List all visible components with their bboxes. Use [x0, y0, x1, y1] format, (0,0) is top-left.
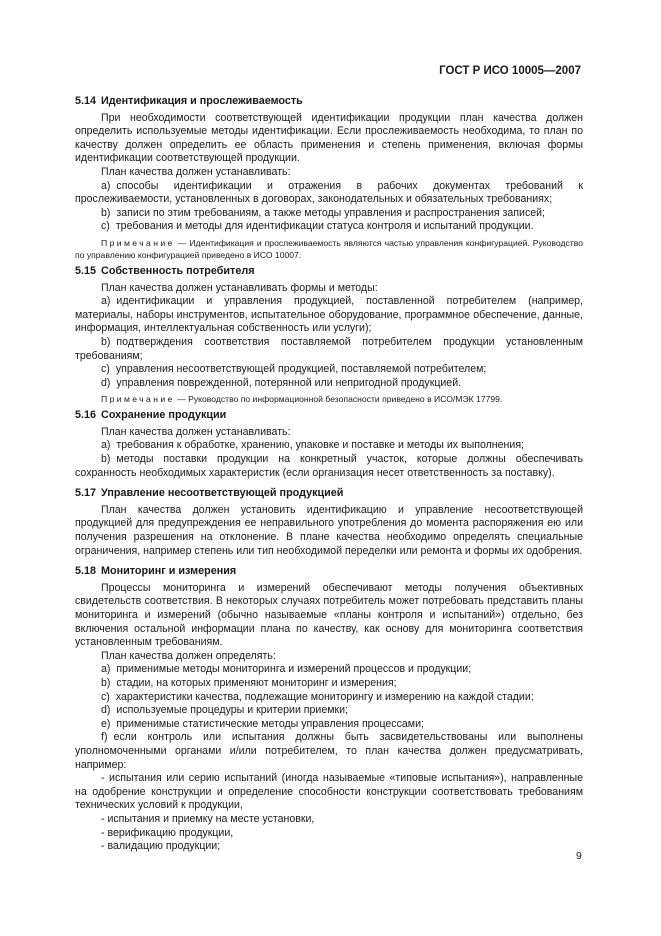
- list-marker: c): [101, 363, 110, 376]
- section-heading-5-14: [75, 95, 583, 109]
- list-marker: b): [101, 206, 111, 219]
- list-marker: e): [101, 717, 111, 730]
- section-number: 5.18: [75, 565, 97, 578]
- section-title: Собственность потребителя: [101, 264, 255, 277]
- note-label: Примечание: [101, 394, 175, 405]
- paragraph: План качества должен устанавливать:: [101, 165, 291, 178]
- paragraph: Процессы мониторинга и измерений обеспечивают методы получения объективных свидетельств соответствия. В некоторых случаях потребитель может потребовать представить планы мониторинга и измерений (обычно называемые «планы контроля и испытаний») отдельно, без включения остальной информации плана по качеству, как основу для мониторинга соответствия установленным требованиям.: [75, 581, 583, 649]
- dash-item: - испытания или серию испытаний (иногда называемые «типовые испытания»), направленные на одобрение конструкции и определение способности конструкции соответствовать требованиям технических условий к продукции,: [75, 772, 583, 812]
- paragraph: План качества должен устанавливать формы и методы:: [101, 281, 378, 294]
- list-item: [75, 336, 583, 363]
- list-item-text: применимые методы мониторинга и измерений процессов и продукции;: [116, 663, 472, 676]
- paragraph: При необходимости соответствующей идентификации продукции план качества должен определить используемые методы идентификации. Если прослеживаемость необходима, то план по качеству должен определить ее область применения и степень применения, включая формы идентификации соответствующей продукции.: [75, 111, 583, 165]
- section-title: Сохранение продукции: [101, 409, 227, 422]
- list-item: [75, 453, 583, 480]
- list-item: [75, 731, 583, 772]
- note-text: — Руководство по информационной безопасности приведено в ИСО/МЭК 17799.: [174, 394, 503, 405]
- section-heading-5-15: [75, 265, 583, 279]
- list-item-text: записи по этим требованиям, а также методы управления и распространения записей;: [116, 206, 546, 219]
- list-marker: c): [101, 220, 110, 233]
- list-item-text: если контроль или испытания должны быть засвидетельствованы или выполнены уполномоченными органами и/или потребителем, то план качества должен предусматривать, например:: [75, 731, 583, 771]
- list-item: [75, 207, 583, 221]
- note: [75, 237, 583, 261]
- list-marker: a): [101, 295, 111, 308]
- list-item: [75, 377, 583, 391]
- list-item: [75, 677, 583, 691]
- section-number: 5.17: [75, 487, 97, 500]
- list-marker: c): [101, 690, 110, 703]
- list-item-text: способы идентификации и отражения в рабочих документах требований к прослеживаемости, установленных в договорах, законодательных и обязательных требованиях;: [75, 179, 583, 206]
- list-item-text: идентификации и управления продукцией, поставленной потребителем (например, материалы, наборы инструментов, испытательное оборудование, программное обеспечение, данные, информация, интеллектуальная собственность или услуги);: [75, 295, 583, 335]
- list-item: [75, 439, 583, 453]
- paragraph: План качества должен устанавливать:: [101, 425, 291, 438]
- dash-item: - испытания и приемку на месте установки,: [101, 812, 315, 825]
- dash-item: - верификацию продукции,: [101, 826, 234, 839]
- page-body: [75, 92, 583, 854]
- list-item: [75, 220, 583, 234]
- note-text: — Идентификация и прослеживаемость являются частью управления конфигурацией. Руководство по управлению конфигурацией приведено в ИСО 10007.: [75, 237, 583, 260]
- list-item-text: требования и методы для идентификации статуса контроля и испытаний продукции.: [115, 220, 534, 233]
- list-item-text: методы поставки продукции на конкретный участок, которые должны обеспечивать сохранность необходимых характеристик (если организация несет ответственность за поставку).: [75, 453, 583, 479]
- list-item-text: управления поврежденной, потерянной или непригодной продукцией.: [116, 376, 462, 389]
- list-marker: a): [101, 179, 111, 192]
- section-heading-5-18: [75, 565, 583, 579]
- list-marker: b): [101, 335, 111, 348]
- section-title: Управление несоответствующей продукцией: [101, 487, 344, 500]
- paragraph: План качества должен определять:: [101, 649, 276, 662]
- note-label: Примечание: [101, 237, 175, 248]
- section-title: Идентификация и прослеживаемость: [101, 95, 303, 107]
- list-marker: d): [101, 376, 111, 389]
- list-marker: d): [101, 704, 111, 717]
- list-item: [75, 180, 583, 207]
- list-item-text: требования к обработке, хранению, упаковке и поставке и методы их выполнения;: [116, 439, 524, 452]
- list-item-text: применимые статистические методы управления процессами;: [116, 717, 424, 730]
- list-marker: b): [101, 453, 111, 466]
- section-number: 5.15: [75, 264, 97, 277]
- section-number: 5.16: [75, 409, 97, 422]
- dash-item: - валидацию продукции;: [101, 840, 221, 853]
- list-item-text: стадии, на которых применяют мониторинг и измерения;: [116, 676, 397, 689]
- list-item: [75, 363, 583, 377]
- section-heading-5-17: [75, 487, 583, 501]
- list-marker: a): [101, 439, 111, 452]
- list-item-text: используемые процедуры и критерии приемки;: [116, 704, 349, 717]
- section-title: Мониторинг и измерения: [101, 565, 237, 578]
- section-number: 5.14: [75, 95, 97, 107]
- list-item-text: подтверждения соответствия поставляемой потребителем продукции установленным требованиям;: [75, 335, 583, 362]
- list-item: [75, 691, 583, 705]
- list-item-text: управления несоответствующей продукцией, поставляемой потребителем;: [115, 363, 487, 376]
- list-item: [75, 295, 583, 336]
- list-item: [75, 718, 583, 732]
- list-marker: a): [101, 663, 111, 676]
- list-marker: b): [101, 676, 111, 689]
- page-number: 9: [576, 850, 582, 862]
- list-item: [75, 704, 583, 718]
- list-marker: f): [101, 731, 108, 744]
- list-item-text: характеристики качества, подлежащие мониторингу и измерению на каждой стадии;: [115, 690, 534, 703]
- note: [75, 393, 583, 405]
- list-item: [75, 663, 583, 677]
- section-heading-5-16: [75, 409, 583, 423]
- paragraph: План качества должен установить идентификацию и управление несоответствующей продукцией для предупреждения ее неправильного употребления до момента распоряжения ею или получения разрешения на отклонение. В плане качества необходимо определять специальные ограничения, например степень или тип необходимой переделки или ремонта и формы их одобрения.: [75, 503, 583, 557]
- standard-header: ГОСТ Р ИСО 10005—2007: [439, 65, 581, 77]
